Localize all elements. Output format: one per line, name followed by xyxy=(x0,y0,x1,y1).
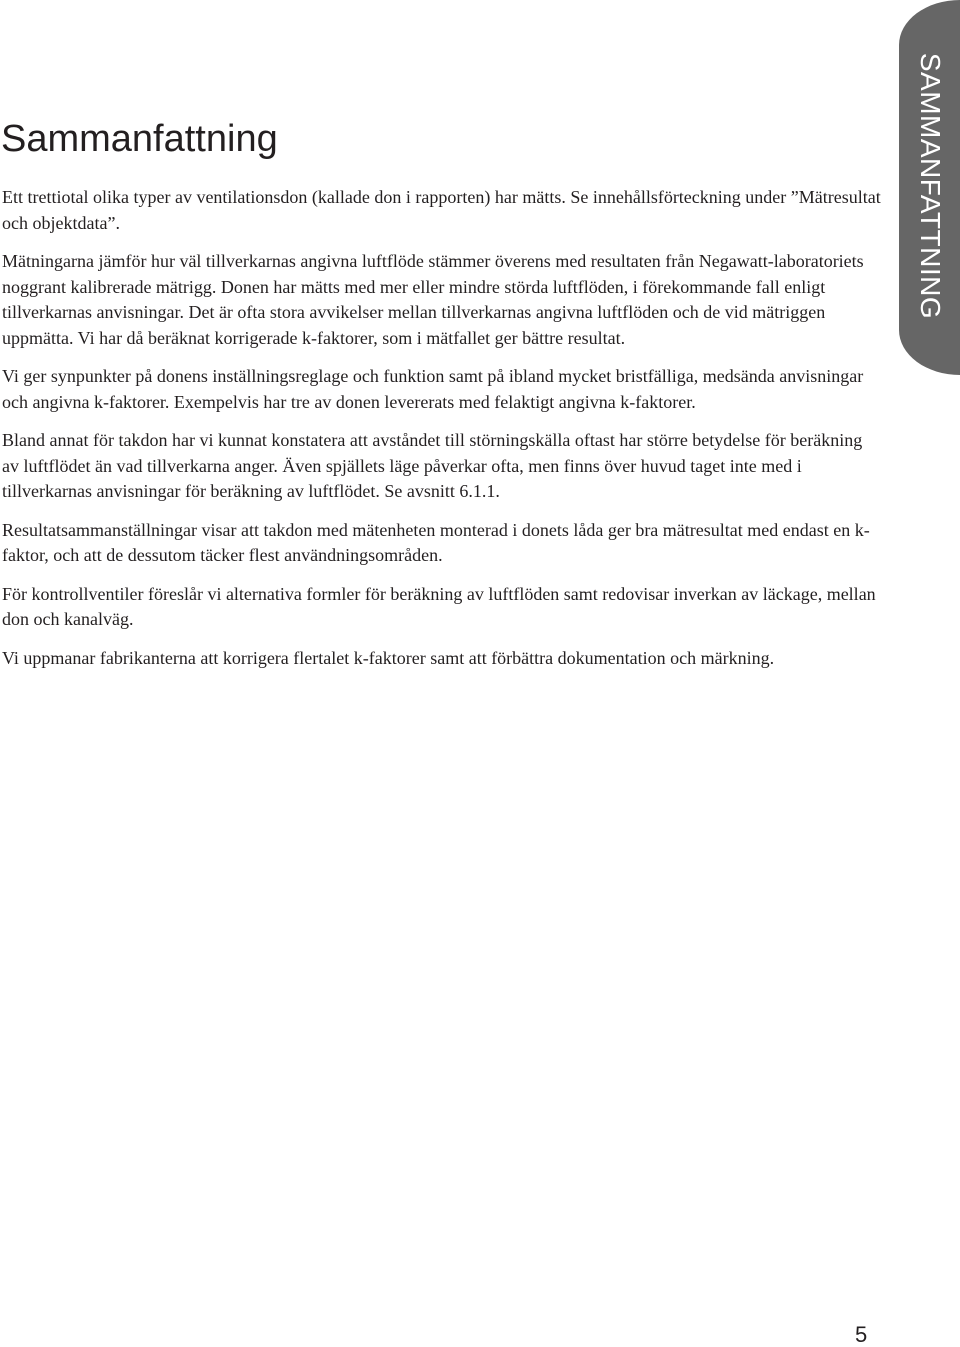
summary-body xyxy=(2,185,882,684)
paragraph-7: Vi uppmanar fabrikanterna att korrigera flertalet k-faktorer samt att förbättra dokumentation och märkning. xyxy=(2,647,775,668)
paragraph-1: Ett trettiotal olika typer av ventilationsdon (kallade don i rapporten) har mätts. Se innehållsförteckning under ”Mätresultat och objektdata”. xyxy=(2,187,881,233)
paragraph-3: Vi ger synpunkter på donens inställningsreglage och funktion samt på ibland mycket bristfälliga, medsända anvisningar och angivna k-faktorer. Exempelvis har tre av donen levererats med felaktigt angivna k-faktorer. xyxy=(2,366,864,412)
paragraph-5: Resultatsammanställningar visar att takdon med mätenheten monterad i donets låda ger bra mätresultat med endast en k-faktor, och att de dessutom täcker flest användningsområden. xyxy=(2,519,870,565)
page-title: Sammanfattning xyxy=(1,118,278,160)
paragraph-4: Bland annat för takdon har vi kunnat konstatera att avståndet till störningskälla oftast har större betydelse för beräkning av luftflödet än vad tillverkarna anger. Även spjällets läge påverkar ofta, men finns över huvud taget inte med i tillverkarnas anvisningar för beräkning av luftflödet. Se avsnitt 6.1.1. xyxy=(2,430,863,501)
paragraph-6: För kontrollventiler föreslår vi alternativa formler för beräkning av luftflöden samt redovisar inverkan av läckage, mellan don och kanalväg. xyxy=(2,583,876,629)
chapter-side-tab xyxy=(899,0,960,375)
chapter-side-tab-label: SAMMANFATTNING xyxy=(914,52,946,320)
paragraph-2: Mätningarna jämför hur väl tillverkarnas angivna luftflöde stämmer överens med resultaten från Negawatt-laboratoriets noggrant kalibrerade mätrigg. Donen har mätts med mer eller mindre störda luftflöden, i förekommande fall enligt tillverkarnas anvisningar. Det är ofta stora avvikelser mellan tillverkarnas angivna luftflöden och de vid mätriggen uppmätta. Vi har då beräknat korrigerade k-faktorer, som i mätfallet ger bättre resultat. xyxy=(2,251,864,348)
page-number: 5 xyxy=(855,1322,868,1347)
